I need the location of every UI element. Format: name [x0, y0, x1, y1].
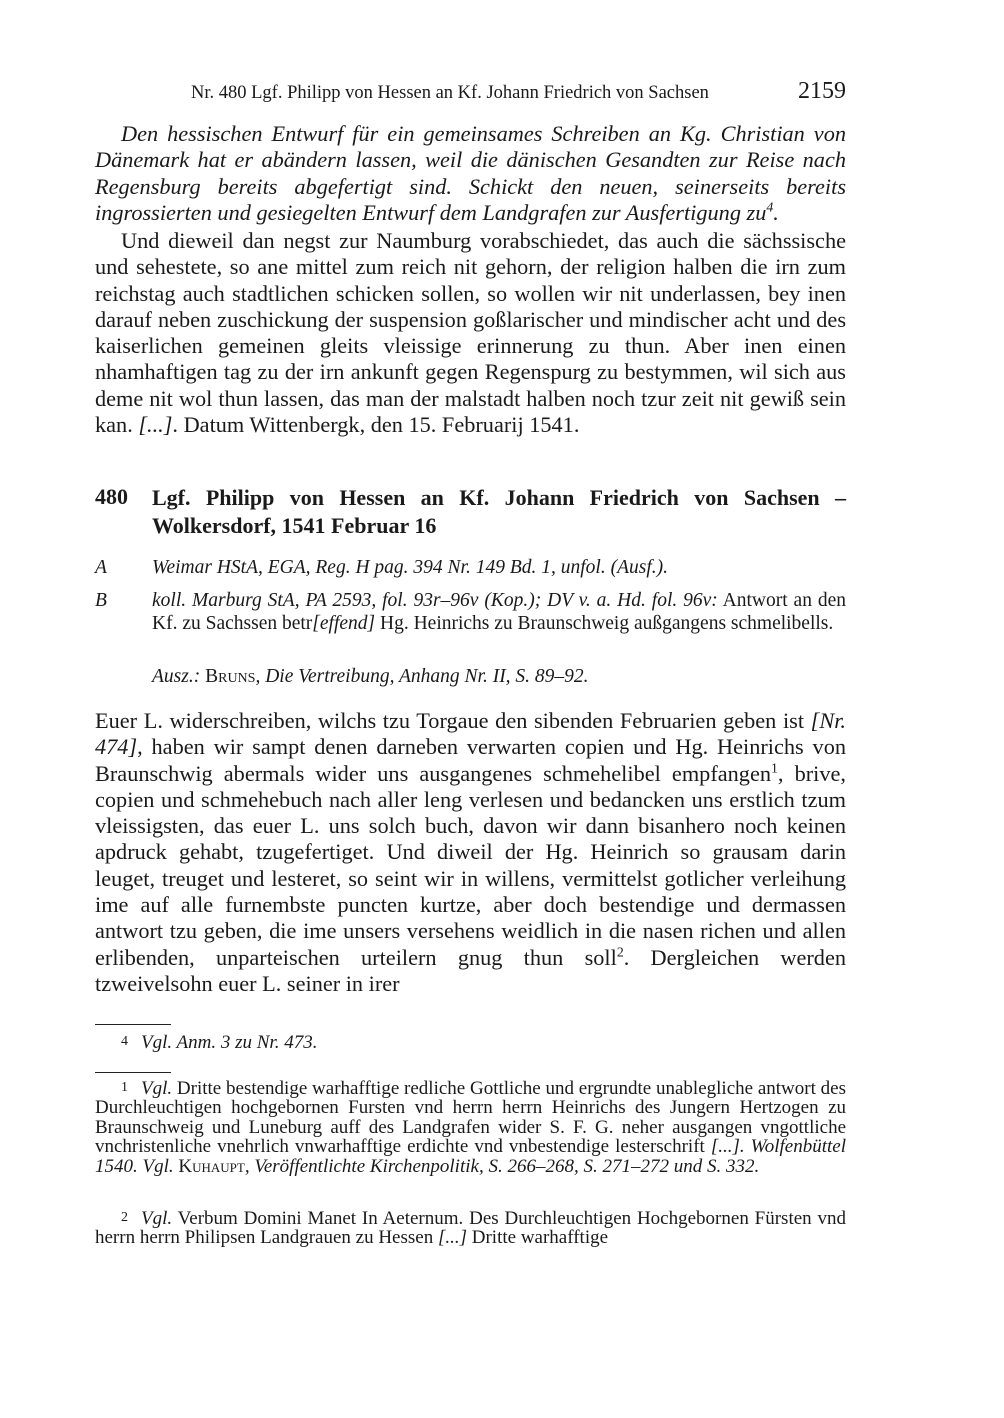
- footnote-divider: [95, 1072, 171, 1073]
- excerpt-reference: Ausz.: Bruns, Die Vertreibung, Anhang Nr. II, S. 89–92.: [152, 666, 589, 687]
- footnote-4: 4 Vgl. Anm. 3 zu Nr. 473.: [121, 1032, 318, 1053]
- author-name: Kuhaupt: [178, 1155, 245, 1177]
- footnote-ref-2[interactable]: 2: [616, 944, 624, 960]
- document-title: Lgf. Philipp von Hessen an Kf. Johann Friedrich von Sachsen – Wolkersdorf, 1541 Februar 16: [152, 485, 846, 538]
- letter-text: Euer L. widerschreiben, wilchs tzu Torgaue den sibenden Februarien geben ist [Nr. 474], haben wir sampt denen darneben verwarten copien und Hg. Heinrichs von Braunschwig abermals wider uns ausgangenes schmehelibel empfangen$^1$, brive, copien und schmehebuch nach aller leng verlesen und bedancken uns erstlich tzum vleissigsten, das euer L. uns solch buch, davon wir dann bisanhero noch keinen apdruck gehabt, tzugefertiget. Und diweil der Hg. Heinrich so grausam darin leuget, treuget und lesteret, so seint wir in willens, vermittelst gotlicher verleihung ime auf alle furnembste puncten kurtze, aber doch bestendige und dermassen antwort tzu geben, die ime unsers versehens weidlich in die nasen richen und allen erlibenden, unparteischen urteilern gnug thun soll$^2$. Dergleichen werden tzweivelsohn euer L. seiner in irer: [95, 708, 846, 996]
- footnote-1: 1 Vgl. Dritte bestendige warhafftige redliche Gottliche und ergrundte unablegliche antwort des Durchleuchtigen hochgebornen Fursten vnd herrn herrn Heinrichs des Jungern Hertzogen zu Braunschweig und Luneburg auff des Landgrafen wider S. F. G. neher ausgangen vngottliche vnchristenliche vnehrlich vnwarhafftige erdichte vnd vnbestendige lesterschrift [...]. Wolfenbüttel 1540. Vgl. Kuhaupt, Veröffentlichte Kirchenpolitik, S. 266–268, S. 271–272 und S. 332.: [95, 1078, 847, 1177]
- footnote-ref-4[interactable]: 4: [766, 199, 774, 215]
- page-number: 2159: [798, 78, 846, 104]
- document-number: 480: [95, 484, 128, 509]
- footnote-divider: [95, 1024, 171, 1025]
- source-a: Weimar HStA, EGA, Reg. H pag. 394 Nr. 149 Bd. 1, unfol. (Ausf.).: [152, 557, 668, 578]
- running-header: [95, 78, 846, 108]
- source-b: koll. Marburg StA, PA 2593, fol. 93r–96v (Kop.); DV v. a. Hd. fol. 96v: Antwort an den Kf. zu Sachssen betr[effend] Hg. Heinrichs zu Braunschweig außgangens schmelibells.: [152, 590, 846, 634]
- footnote-ref-1[interactable]: 1: [771, 760, 778, 776]
- source-siglum-b: B: [95, 590, 107, 611]
- author-name: Bruns: [205, 666, 256, 687]
- footnote-2: 2 Vgl. Verbum Domini Manet In Aeternum. Des Durchleuchtigen Hochgebornen Fürsten vnd herrn herrn Philipsen Landgrauen zu Hessen [...] Dritte warhafftige: [95, 1208, 846, 1249]
- running-title: Nr. 480 Lgf. Philipp von Hessen an Kf. Johann Friedrich von Sachsen: [191, 83, 709, 103]
- intro-summary: Den hessischen Entwurf für ein gemeinsames Schreiben an Kg. Christian von Dänemark hat er abändern lassen, weil die dänischen Gesandten zur Reise nach Regensburg bereits abgefertigt sind. Schickt den neuen, seinerseits bereits ingrossierten und gesiegelten Entwurf dem Landgrafen zur Ausfertigung $zu^4$.: [95, 121, 846, 225]
- ellipsis: [...]: [138, 412, 173, 438]
- source-siglum-a: A: [95, 557, 107, 578]
- cross-reference[interactable]: [Nr. 474]: [95, 708, 846, 760]
- paragraph-text: Und dieweil dan negst zur Naumburg vorabschiedet, das auch die sächssische und sehestete, so ane mittel zum reich nit gehorn, der religion halben die irn zum reichstag auch stadtlichen schicken sollen, so wollen wir nit underlassen, bey inen darauf neben zuschickung der suspension goßlarischer und mindischer acht und des kaiserlichen gemeinen gleits vleissige erinnerung zu thun. Aber inen einen nhamhaftigen tag zu der irn ankunft gegen Regenspurg zu bestymmen, wil sich aus deme nit wol thun lassen, das man der malstadt halben noch tzur zeit nit gewiß sein kan. [...]. Datum Wittenbergk, den 15. Februarij 1541.: [95, 228, 846, 438]
